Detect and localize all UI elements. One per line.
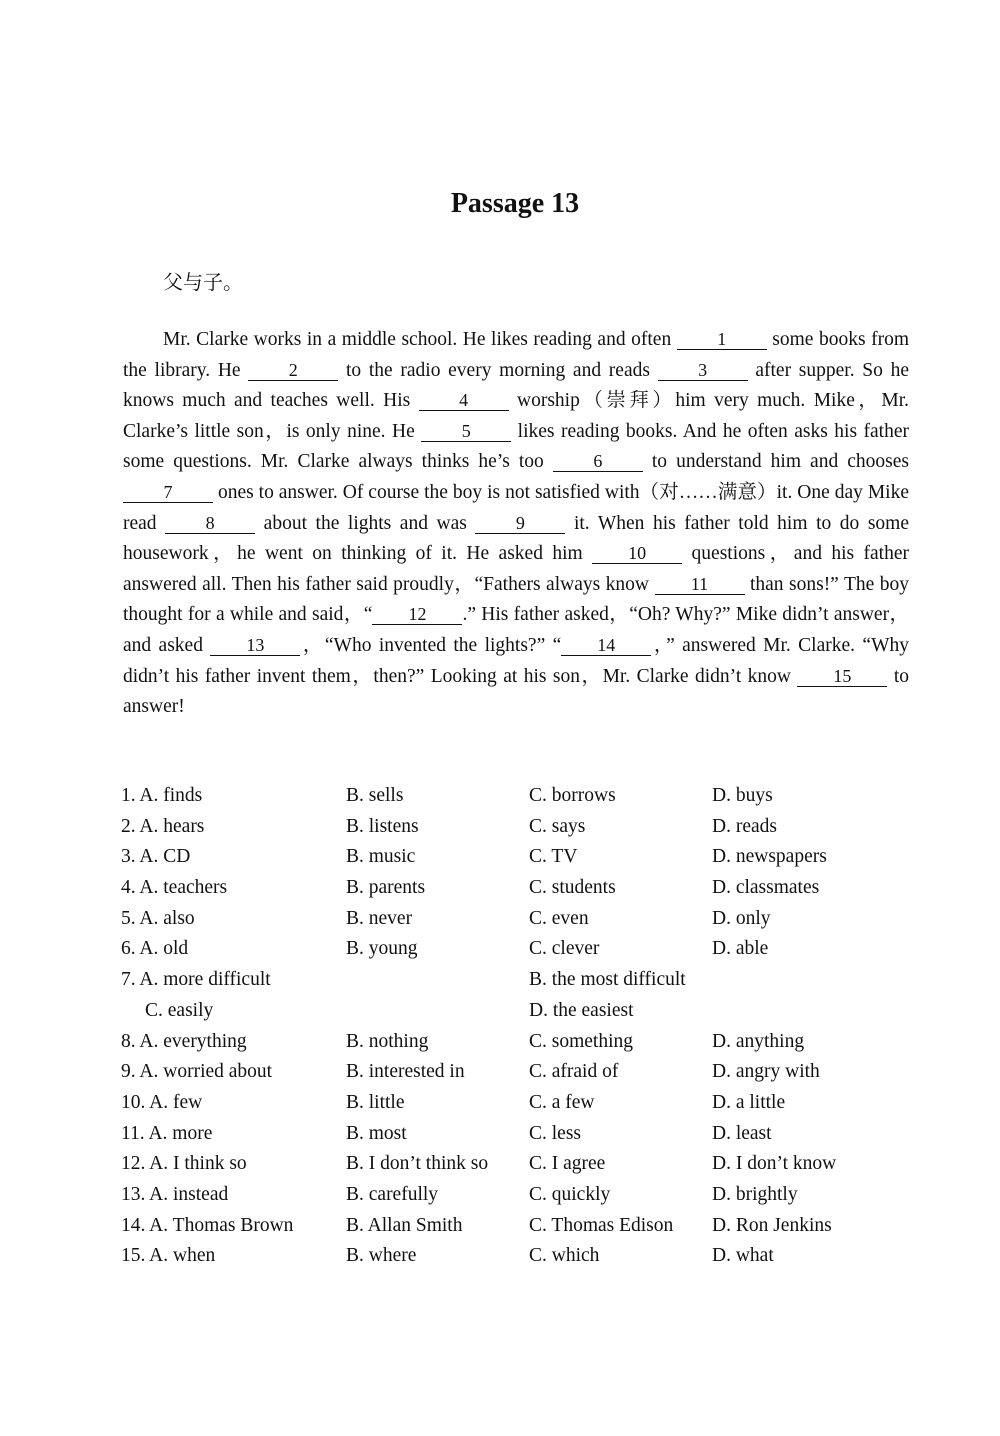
answer-options [121,785,901,1276]
option-a [121,938,188,960]
question-row [121,877,901,908]
option-c: C. afraid of [529,1061,619,1083]
option-a [121,1245,215,1267]
option-b: B. listens [346,815,419,837]
question-row [121,1031,901,1062]
question-row [121,1061,901,1092]
option-b: B. most [346,1122,407,1144]
option-d: D. reads [712,815,777,837]
option-c: C. Thomas Edison [529,1214,674,1236]
option-d: D. newspapers [712,846,827,868]
answer-blank: 11 [655,574,745,595]
option-a-text: A. Thomas Brown [145,1214,294,1236]
option-a-text: A. instead [145,1183,229,1205]
answer-blank: 14 [561,635,651,656]
option-d: D. what [712,1245,774,1267]
option-b: B. parents [346,877,426,899]
option-a [121,816,204,838]
option-d: D. only [712,907,771,929]
option-a [121,1184,228,1206]
passage-segment: some books from the library. He [123,329,909,381]
option-b: B. where [346,1245,417,1267]
option-a-text: A. when [145,1245,216,1267]
option-c: C. a few [529,1091,595,1113]
passage-segment: after supper. So he knows much and teaches well. His [123,359,909,412]
page-title: Passage 13 [450,188,580,219]
question-number: 9. [121,1061,136,1083]
option-a [121,969,271,991]
option-b: B. never [346,907,413,929]
option-a [121,846,190,868]
passage-segment: it. When his father told him to do some housework，he went on thinking of it. He asked him [123,512,909,565]
option-a-text: A. also [135,907,195,929]
option-c: C. I agree [529,1153,606,1175]
question-row [121,969,901,1000]
question-number: 1. [121,785,136,806]
option-a [121,1123,212,1145]
option-a [121,1215,293,1237]
answer-blank: 1 [677,329,767,350]
question-number: 4. [121,877,136,899]
option-b: B. carefully [346,1183,439,1205]
question-row [121,846,901,877]
option-a-text: A. more [144,1122,213,1144]
option-a-text: A. everything [135,1030,247,1052]
passage-segment: likes reading books. And he often asks his father some questions. Mr. Clarke always thinks he’s too [123,420,909,473]
option-c: C. easily [145,999,214,1021]
option-a-text: A. worried about [135,1061,273,1083]
question-number: 3. [121,846,136,868]
answer-blank: 5 [421,421,511,442]
question-row [121,785,901,816]
answer-blank: 13 [210,635,300,656]
question-row [121,1153,901,1184]
question-row [121,1123,901,1154]
option-d: D. classmates [712,877,820,899]
passage-segment: Mr. Clarke works in a middle school. He likes reading and often [163,329,677,350]
option-d: D. least [712,1122,772,1144]
option-d: D. Ron Jenkins [712,1214,832,1236]
option-a-text: A. old [135,938,189,960]
answer-blank: 7 [123,482,213,503]
question-number: 14. [121,1214,146,1236]
option-a-text: A. I think so [145,1153,247,1175]
option-c: C. less [529,1122,582,1144]
question-row [121,1184,901,1215]
option-c: C. says [529,815,586,837]
option-b: B. young [346,938,418,960]
question-number: 7. [121,969,136,991]
answer-blank: 8 [165,513,255,534]
option-a [121,1031,247,1053]
question-number: 5. [121,907,136,929]
passage-segment: .” His father asked，“Oh? Why?” Mike didn’t answer，and asked [123,604,909,656]
passage-segment: about the lights and was [255,512,476,534]
passage-intro: 父与子。 [163,270,243,294]
answer-blank: 4 [419,390,509,411]
option-a-text: A. hears [135,815,205,837]
option-a [121,877,227,899]
option-d: D. brightly [712,1183,798,1205]
option-d: D. I don’t know [712,1153,837,1175]
option-a [121,908,195,930]
option-b: B. interested in [346,1061,465,1083]
question-number: 8. [121,1030,136,1052]
option-a-text: A. CD [135,846,191,868]
option-d: D. the easiest [529,999,634,1021]
option-b: B. the most difficult [529,969,686,991]
option-b: B. nothing [346,1030,429,1052]
passage-segment: worship（崇拜）him very much. Mike，Mr. Clarke’s little son，is only nine. He [123,390,909,442]
option-c: C. borrows [529,785,616,806]
option-d: D. anything [712,1030,805,1052]
option-d: D. a little [712,1091,786,1113]
option-a-text: A. finds [135,785,203,806]
option-a [121,1092,202,1114]
option-a [121,785,202,807]
passage-segment: to the radio every morning and reads [338,359,658,381]
option-d: D. buys [712,785,773,806]
question-row [121,908,901,939]
option-a [121,1153,247,1175]
option-a-text: A. few [145,1091,203,1113]
answer-blank: 3 [658,360,748,381]
option-b: B. Allan Smith [346,1214,463,1236]
question-row [121,1000,901,1031]
passage-segment: ，” answered Mr. Clarke. “Why didn’t his father invent them，then?” Looking at his son，Mr. Clarke didn’t know [123,634,909,687]
question-row [121,1245,901,1276]
option-c: C. which [529,1245,600,1267]
answer-blank: 6 [553,451,643,472]
option-b: B. I don’t think so [346,1153,489,1175]
option-d: D. able [712,938,769,960]
option-c: C. TV [529,846,578,868]
question-number: 6. [121,938,136,960]
option-c: C. clever [529,938,600,960]
option-d: D. angry with [712,1061,820,1083]
option-a-text: A. more difficult [135,969,271,991]
option-a [121,1061,272,1083]
option-c: C. even [529,907,589,929]
option-c: C. quickly [529,1183,611,1205]
passage-segment: questions，and his father answered all. Then his father said proudly，“Fathers always know [123,543,909,595]
question-row [121,1092,901,1123]
option-c: C. students [529,877,616,899]
answer-blank: 10 [592,543,682,564]
question-number: 10. [121,1091,146,1113]
option-b: B. sells [346,785,404,806]
question-number: 11. [121,1122,145,1144]
answer-blank: 15 [797,666,887,687]
question-number: 2. [121,815,136,837]
passage-segment: than sons!” The boy thought for a while and said，“ [123,573,910,626]
option-b: B. little [346,1091,405,1113]
passage-text [123,325,909,723]
option-c: C. something [529,1030,634,1052]
question-number: 15. [121,1245,146,1267]
answer-blank: 2 [248,360,338,381]
question-row [121,938,901,969]
answer-blank: 12 [372,604,462,625]
option-b: B. music [346,846,416,868]
passage-segment: to understand him and chooses [642,451,909,473]
option-a-text: A. teachers [135,877,228,899]
question-number: 13. [121,1183,146,1205]
question-row [121,1215,901,1246]
passage-segment: ones to answer. Of course the boy is not satisfied with（对……满意）it. One day Mike read [123,481,909,534]
answer-blank: 9 [475,513,565,534]
question-number: 12. [121,1153,146,1175]
question-row [121,816,901,847]
passage-segment: to answer! [123,665,909,718]
passage-segment: ，“Who invented the lights?” “ [300,634,562,656]
